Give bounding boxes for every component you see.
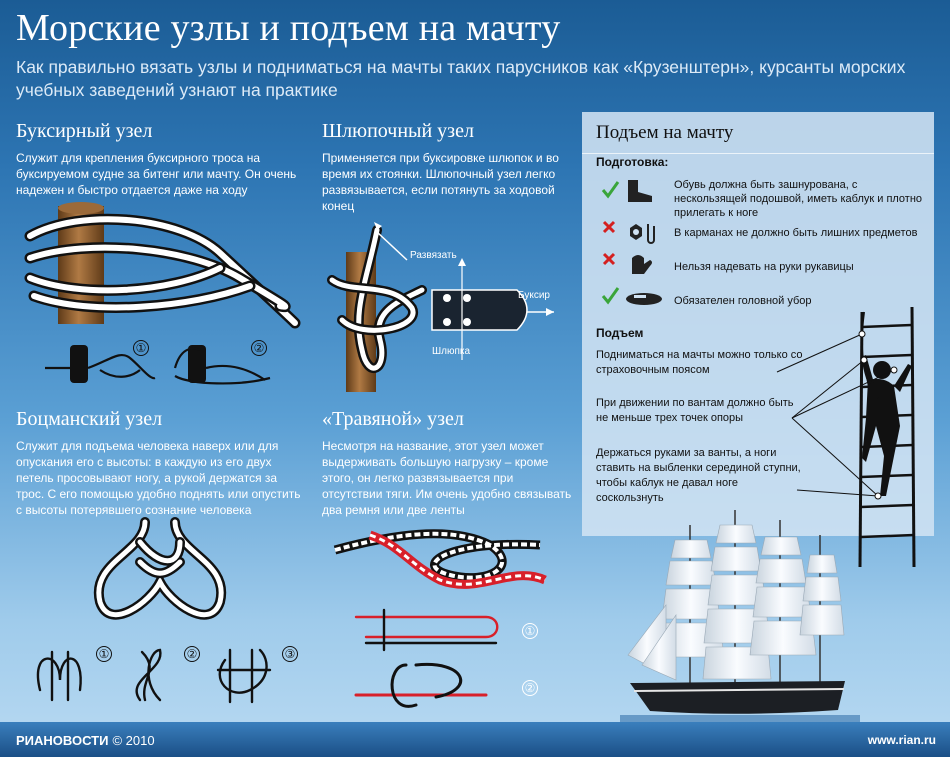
bosun-knot-illustration [60, 522, 270, 632]
climb-title: Подъем [596, 326, 644, 340]
tow-knot-steps [40, 340, 280, 395]
bosun-step-1: ① [96, 646, 112, 662]
grass-knot-steps [356, 605, 526, 715]
page-title: Морские узлы и подъем на мачту [16, 7, 561, 49]
boat-knot-illustration [322, 220, 562, 400]
tow-knot-illustration [20, 198, 310, 338]
grass-step-2: ② [522, 680, 538, 696]
climb-rule-footing: Держаться руками за ванты, а ноги ставить на выбленки серединой ступни, чтобы каблук не давал ноге соскользнуть [596, 447, 801, 504]
mast-climb-title: Подъем на мачту [596, 122, 734, 143]
prep-title: Подготовка: [596, 155, 669, 169]
boat-knot-title: Шлюпочный узел [322, 120, 474, 142]
grass-knot-text: Несмотря на название, этот узел может выдерживать большую нагрузку – кроме этого, он легко развязывается при отсутствии тяги. Им очень удобно связывать два ремня или две ленты [322, 439, 572, 517]
brand-name: РИАНОВОСТИ [16, 733, 109, 748]
prep-item-pockets: В карманах не должно быть лишних предметов [600, 218, 930, 248]
page-subtitle: Как правильно вязать узлы и подниматься на мачты таких парусников как «Крузенштерн», курсанты морских учебных заведений узнают на практике [16, 57, 906, 100]
mast-climb-panel [582, 112, 934, 536]
tow-knot-title: Буксирный узел [16, 120, 153, 142]
grass-step-1: ① [522, 623, 538, 639]
brand-logo [16, 733, 155, 748]
boat-label: Шлюпка [432, 346, 471, 357]
grass-knot-title: «Травяной» узел [322, 408, 464, 430]
prep-item-shoes: Обувь должна быть зашнурована, с нескользящей подошвой, иметь каблук и плотно прилегать к ноге [600, 176, 930, 206]
tow-step-1: ① [133, 340, 149, 356]
sailing-ship-illustration [620, 505, 860, 743]
tow-knot-text: Служит для крепления буксирного троса на буксируемом судне за битенг или мачту. Он очень надежен и быстро отдается даже на ходу [16, 151, 297, 197]
prep-item-mittens: Нельзя надевать на руки рукавицы [600, 250, 930, 280]
prep-item-cap: Обязателен головной убор [600, 284, 930, 314]
bosun-knot-steps [30, 640, 310, 715]
climb-rule-harness: Подниматься на мачты можно только со страховочным поясом [596, 349, 803, 376]
bosun-step-2: ② [184, 646, 200, 662]
untie-label: Развязать [410, 250, 457, 261]
copyright: © 2010 [112, 733, 155, 748]
grass-knot-illustration [330, 525, 550, 595]
boat-knot-text: Применяется при буксировке шлюпок и во время их стоянки. Шлюпочный узел легко развязывается, если потянуть за ходовой конец [322, 151, 559, 213]
tow-label: Буксир [518, 290, 550, 301]
bosun-step-3: ③ [282, 646, 298, 662]
bosun-knot-title: Боцманский узел [16, 408, 163, 430]
tow-step-2: ② [251, 340, 267, 356]
climb-rule-contacts: При движении по вантам должно быть не меньше трех точек опоры [596, 397, 794, 424]
site-url[interactable]: www.rian.ru [867, 733, 936, 747]
bosun-knot-text: Служит для подъема человека наверх или для опускания его с высоты: в каждую из его двух петель просовывают ногу, а рукой держатся за трос. С его помощью удобно поднять или опустить с высоты потерявшего сознание человека [16, 439, 301, 517]
